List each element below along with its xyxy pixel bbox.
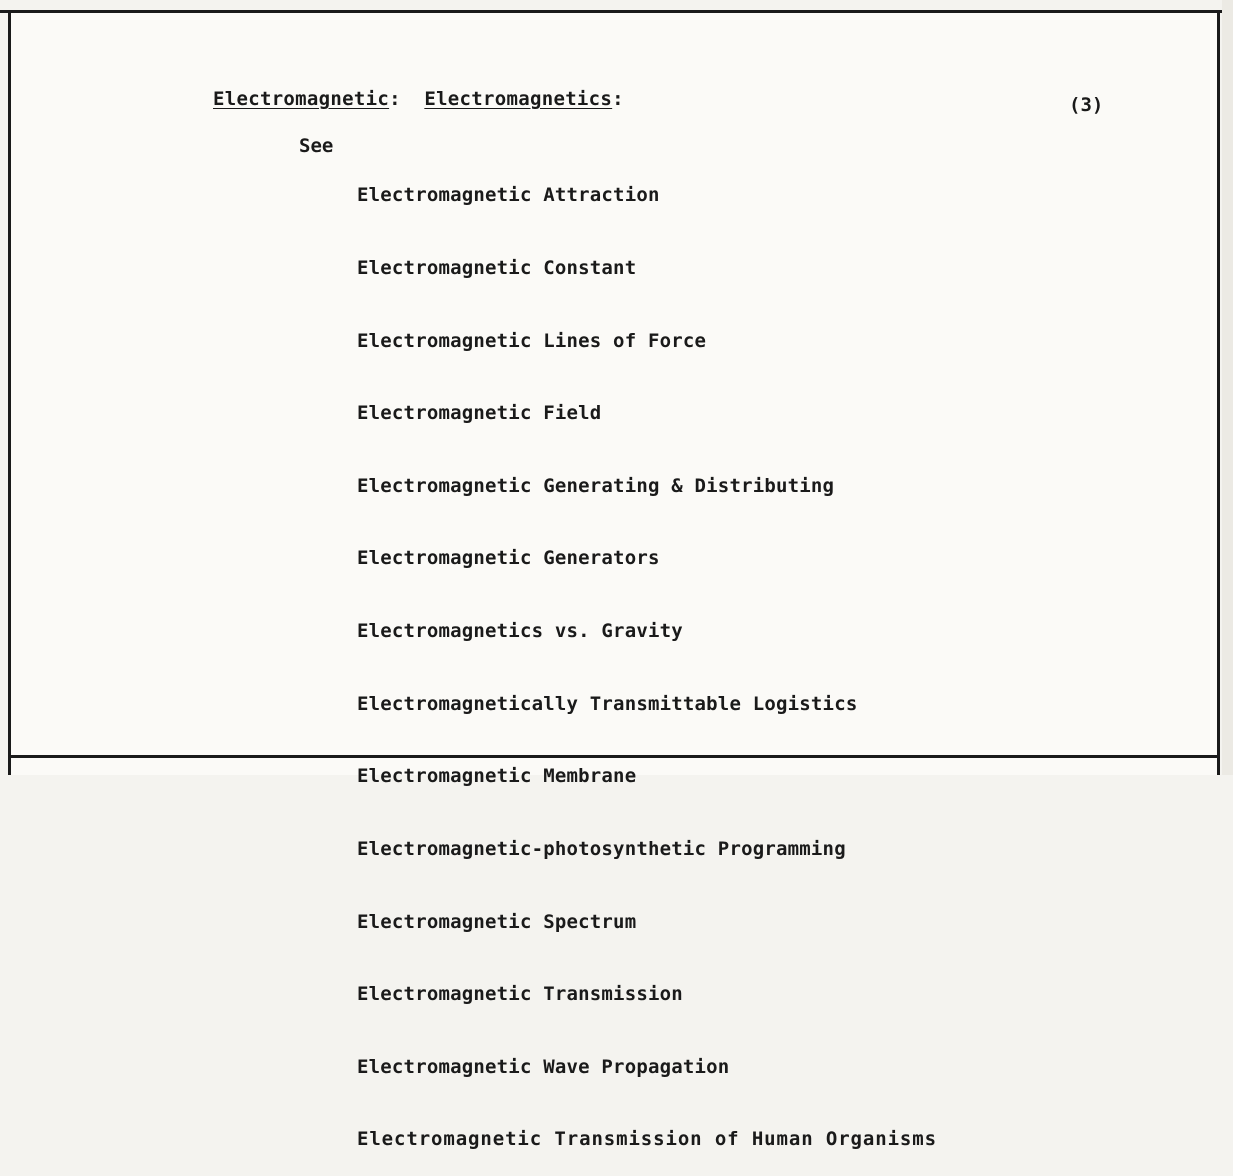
see-entry: Electromagnetic Spectrum xyxy=(357,910,637,933)
see-entry: Electromagnetic Wave Propagation xyxy=(357,1055,730,1078)
page-edge xyxy=(1222,0,1233,775)
see-entry: Electromagnetic Constant xyxy=(357,257,637,280)
page-number: (3) xyxy=(1069,94,1104,116)
see-label: See xyxy=(299,135,334,157)
see-entry: Electromagnetic Lines of Force xyxy=(357,329,707,352)
see-entry: Electromagnetic Transmission xyxy=(357,983,683,1006)
card-heading xyxy=(213,88,624,110)
see-entry: Electromagnetic Field xyxy=(357,402,602,425)
see-entry: Electromagnetic Generating & Distributing xyxy=(357,474,835,497)
see-entry: Electromagnetic Membrane xyxy=(357,765,637,788)
see-entry: Electromagnetic-photosynthetic Programming xyxy=(357,837,846,860)
see-entry: Electromagnetic Generators xyxy=(357,547,660,570)
heading-colon: : xyxy=(612,88,624,110)
heading-term: Electromagnetics xyxy=(424,88,613,110)
see-list xyxy=(357,135,937,1176)
see-entry: Electromagnetically Transmittable Logistics xyxy=(357,692,858,715)
see-entry: Electromagnetic Transmission of Human Organisms xyxy=(357,1128,937,1151)
heading-term: Electromagnetic xyxy=(213,88,390,110)
see-entry: Electromagnetic Attraction xyxy=(357,184,660,207)
heading-colon: : xyxy=(389,88,401,110)
see-entry: Electromagnetics vs. Gravity xyxy=(357,620,683,643)
